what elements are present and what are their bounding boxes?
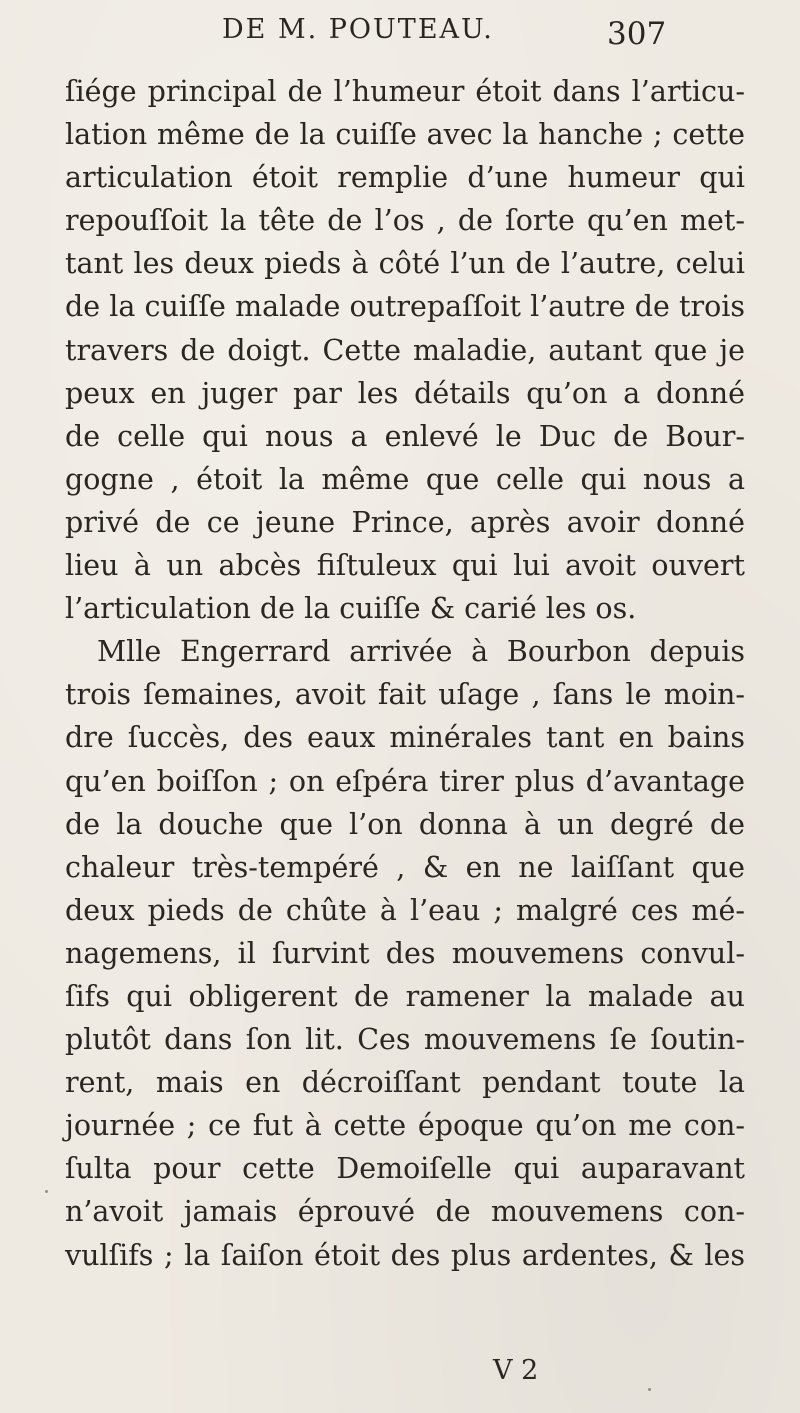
- text-line: qu’en boiſſon ; on eſpéra tirer plus d’avantage: [65, 764, 745, 798]
- text-line: l’articulation de la cuiſſe & carié les os.: [65, 592, 637, 626]
- page-number: 307: [607, 16, 667, 52]
- text-line: ſiége principal de l’humeur étoit dans l’articu-: [65, 75, 745, 108]
- text-line: trois ſemaines, avoit fait uſage , ſans le moin-: [65, 678, 745, 712]
- paper-speck: [45, 1190, 48, 1193]
- paper-speck: [648, 1388, 651, 1391]
- text-line: ſifs qui obligerent de ramener la malade au: [65, 979, 745, 1013]
- text-line: Mlle Engerrard arrivée à Bourbon depuis: [97, 635, 745, 669]
- text-line: plutôt dans ſon lit. Ces mouvemens ſe ſoutin-: [65, 1023, 745, 1057]
- text-line: travers de doigt. Cette maladie, autant que je: [65, 333, 745, 367]
- text-line: deux pieds de chûte à l’eau ; malgré ces mé-: [65, 893, 745, 927]
- text-line: chaleur très-tempéré , & en ne laiſſant que: [65, 850, 745, 884]
- body-text: [65, 70, 745, 1277]
- text-line: lieu à un abcès fiſtuleux qui lui avoit ouvert: [65, 549, 745, 583]
- text-line: de la douche que l’on donna à un degré de: [65, 807, 745, 841]
- text-line: dre ſuccès, des eaux minérales tant en bains: [65, 721, 745, 755]
- running-title: DE M. POUTEAU.: [222, 14, 494, 45]
- text-line: rent, mais en décroiſſant pendant toute la: [65, 1066, 745, 1100]
- text-line: lation même de la cuiſſe avec la hanche ; cette: [65, 118, 745, 152]
- text-line: nagemens, il ſurvint des mouvemens convul-: [65, 936, 745, 970]
- text-line: n’avoit jamais éprouvé de mouvemens con-: [65, 1195, 745, 1229]
- page-header: [0, 10, 800, 66]
- text-line: journée ; ce fut à cette époque qu’on me con-: [65, 1109, 745, 1143]
- text-line: tant les deux pieds à côté l’un de l’autre, celui: [65, 247, 745, 281]
- text-line: repouſſoit la tête de l’os , de ſorte qu’en met-: [65, 204, 745, 238]
- text-line: de la cuiſſe malade outrepaſſoit l’autre de trois: [65, 290, 745, 324]
- text-line: privé de ce jeune Prince, après avoir donné: [65, 505, 745, 539]
- text-line: gogne , étoit la même que celle qui nous a: [65, 462, 745, 496]
- text-line: ſulta pour cette Demoiſelle qui auparavant: [65, 1152, 745, 1186]
- text-line: peux en juger par les détails qu’on a donné: [65, 376, 745, 410]
- text-line: de celle qui nous a enlevé le Duc de Bour-: [65, 419, 745, 453]
- signature-mark: V 2: [493, 1355, 539, 1386]
- text-line: articulation étoit remplie d’une humeur qui: [65, 161, 745, 195]
- text-line: vulſifs ; la ſaiſon étoit des plus ardentes, & les: [65, 1238, 745, 1272]
